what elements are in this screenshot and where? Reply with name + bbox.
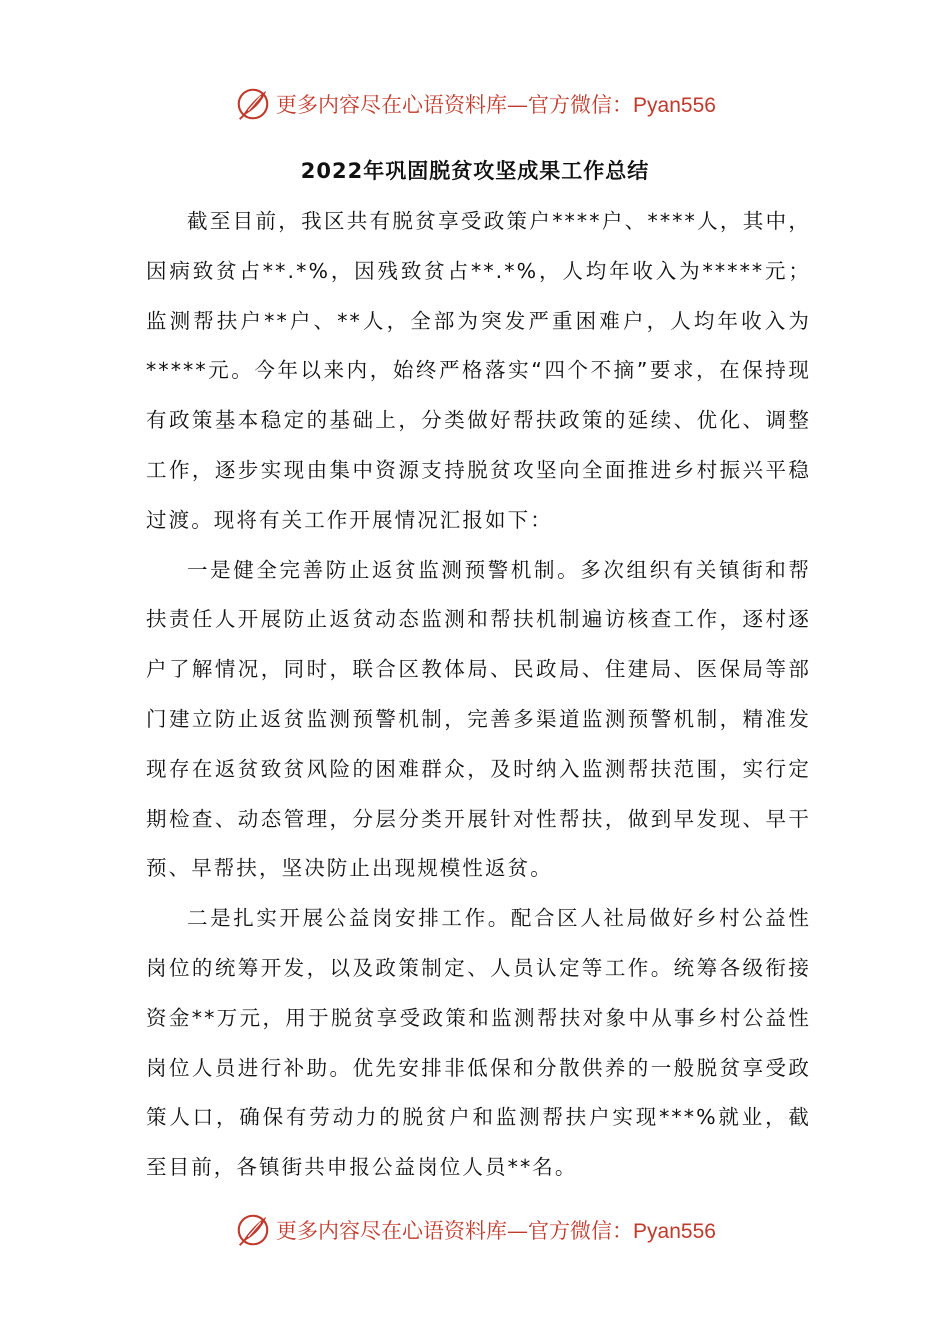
watermark-prefix: 更多内容尽在心语资料库 (276, 93, 508, 117)
watermark-footer (0, 1208, 950, 1252)
watermark-separator: — (507, 93, 529, 117)
quill-pen-logo-icon (234, 85, 272, 123)
watermark-text (276, 89, 716, 119)
paragraph-monitoring: 一是健全完善防止返贫监测预警机制。多次组织有关镇街和帮扶责任人开展防止返贫动态监测和帮扶机制遍访核查工作，逐村逐户了解情况，同时，联合区教体局、民政局、住建局、医保局等部门建立防止返贫监测预警机制，完善多渠道监测预警机制，精准发现存在返贫致贫风险的困难群众，及时纳入监测帮扶范围，实行定期检查、动态管理，分层分类开展针对性帮扶，做到早发现、早干预、早帮扶，坚决防止出现规模性返贫。 (146, 557, 811, 881)
watermark-account: Pyan556 (633, 1220, 716, 1243)
watermark-label: 官方微信： (528, 1219, 634, 1243)
watermark-prefix: 更多内容尽在心语资料库 (276, 1219, 508, 1243)
watermark-header (0, 82, 950, 126)
paragraph-public-posts: 二是扎实开展公益岗安排工作。配合区人社局做好乡村公益性岗位的统筹开发，以及政策制定、人员认定等工作。统筹各级衔接资金**万元，用于脱贫享受政策和监测帮扶对象中从事乡村公益性岗位人员进行补助。优先安排非低保和分散供养的一般脱贫享受政策人口，确保有劳动力的脱贫户和监测帮扶户实现***%就业，截至目前，各镇街共申报公益岗位人员**名。 (146, 906, 811, 1180)
quill-pen-logo-icon (234, 1211, 272, 1249)
watermark-account: Pyan556 (633, 94, 716, 117)
watermark-label: 官方微信： (528, 93, 634, 117)
watermark-separator: — (507, 1219, 529, 1243)
paragraph-intro: 截至目前，我区共有脱贫享受政策户****户、****人，其中，因病致贫占**.*%，因残致贫占**.*%，人均年收入为*****元；监测帮扶户**户、**人，全部为突发严重困难户，人均年收入为*****元。今年以来内，始终严格落实“四个不摘”要求，在保持现有政策基本稳定的基础上，分类做好帮扶政策的延续、优化、调整工作，逐步实现由集中资源支持脱贫攻坚向全面推进乡村振兴平稳过渡。现将有关工作开展情况汇报如下： (146, 209, 811, 532)
document-body (146, 197, 811, 1193)
document-title: 2022年巩固脱贫攻坚成果工作总结 (300, 159, 650, 183)
watermark-text (276, 1215, 716, 1245)
